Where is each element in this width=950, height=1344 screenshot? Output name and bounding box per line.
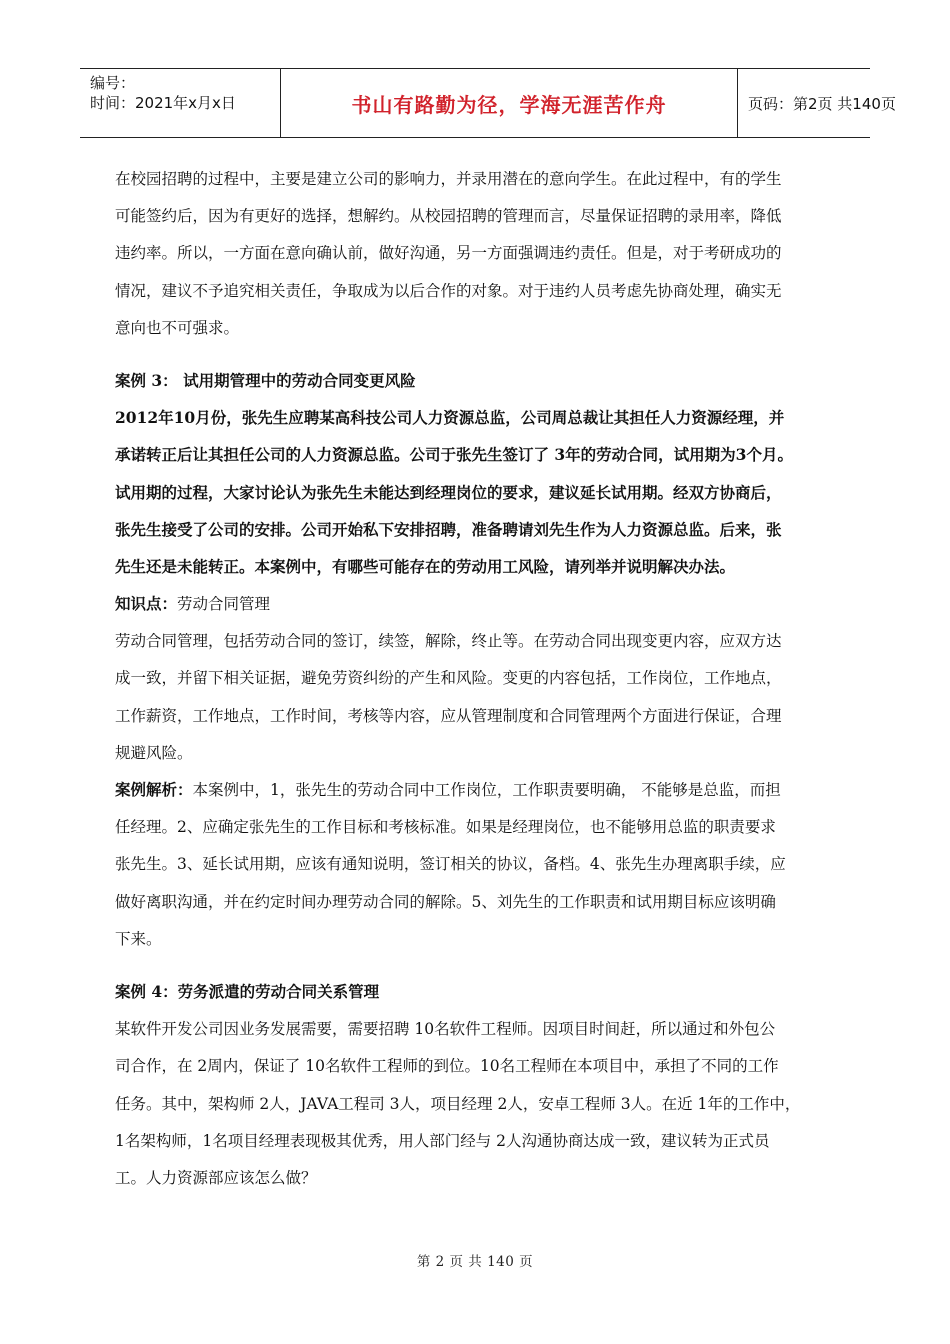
paragraph-line: 意向也不可强求。 (115, 318, 240, 337)
analysis-line (115, 777, 840, 814)
case3-title: 案例 3： 试用期管理中的劳动合同变更风险 (115, 370, 416, 390)
case3-desc-line: 2012年10月份，张先生应聘某高科技公司人力资源总监，公司周总裁让其担任人力资源经理，并 (115, 408, 785, 428)
knowledge-point-line (115, 591, 840, 628)
case3-desc-line: 先生还是未能转正。本案例中，有哪些可能存在的劳动用工风险，请列举并说明解决办法。 (115, 556, 736, 576)
case4-text-line: 任务。其中，架构师 2人，JAVA工程司 3人，项目经理 2人，安卓工程师 3人。在近 1年的工作中， (115, 1094, 801, 1113)
document-number-label: 编号： (90, 74, 136, 92)
document-time-label: 时间：2021年x月x日 (90, 94, 236, 112)
header-left-cell (80, 69, 280, 137)
case4-text-line: 某软件开发公司因业务发展需要，需要招聘 10名软件工程师。因项目时间赶，所以通过和外包公 (115, 1020, 776, 1039)
knowledge-text-line: 成一致，并留下相关证据，避免劳资纠纷的产生和风险。变更的内容包括，工作岗位，工作地点， (115, 669, 782, 688)
case3-desc-line: 承诺转正后让其担任公司的人力资源总监。公司于张先生签订了 3年的劳动合同，试用期为3个月。 (115, 445, 793, 465)
page-header (80, 68, 896, 138)
analysis-text-line: 张先生。3、延长试用期，应该有通知说明，签订相关的协议，备档。4、张先生办理离职手续，应 (115, 855, 786, 874)
case4-section (115, 979, 840, 1202)
knowledge-text-line: 工作薪资，工作地点，工作时间，考核等内容，应从管理制度和合同管理两个方面进行保证，合理 (115, 706, 782, 725)
case4-text-line: 工。人力资源部应该怎么做？ (115, 1168, 317, 1187)
case3-section (115, 368, 840, 963)
header-middle-cell (280, 69, 738, 137)
case-analysis-text: 本案例中，1，张先生的劳动合同中工作岗位，工作职责要明确， 不能够是总监，而担 (192, 781, 781, 799)
header-right-cell (738, 69, 896, 137)
intro-paragraph (115, 166, 840, 352)
knowledge-point-value: 劳动合同管理 (177, 595, 271, 614)
case4-title: 案例 4：劳务派遣的劳动合同关系管理 (115, 981, 380, 1001)
case4-text-line: 司合作，在 2周内，保证了 10名软件工程师的到位。10名工程师在本项目中，承担了不同的工作 (115, 1057, 779, 1076)
analysis-text-line: 做好离职沟通，并在约定时间办理劳动合同的解除。5、刘先生的工作职责和试用期目标应该明确 (115, 892, 776, 911)
paragraph-line: 违约率。所以，一方面在意向确认前，做好沟通，另一方面强调违约责任。但是，对于考研成功的 (115, 244, 782, 263)
case3-desc-line: 张先生接受了公司的安排。公司开始私下安排招聘，准备聘请刘先生作为人力资源总监。后来，张 (115, 519, 782, 539)
knowledge-text-line: 规避风险。 (115, 743, 193, 762)
case3-desc-line: 试用期的过程，大家讨论认为张先生未能达到经理岗位的要求，建议延长试用期。经双方协商后， (115, 482, 782, 502)
knowledge-text-line: 劳动合同管理，包括劳动合同的签订，续签，解除，终止等。在劳动合同出现变更内容，应双方达 (115, 632, 782, 651)
page-footer (0, 1250, 950, 1270)
paragraph-line: 可能签约后，因为有更好的选择，想解约。从校园招聘的管理而言，尽量保证招聘的录用率，降低 (115, 207, 782, 226)
knowledge-point-label: 知识点： (115, 594, 178, 614)
header-page-info: 页码：第2页 共140页 (748, 94, 896, 113)
paragraph-line: 情况，建议不予追究相关责任，争取成为以后合作的对象。对于违约人员考虑先协商处理，确实无 (115, 281, 782, 300)
paragraph-line: 在校园招聘的过程中，主要是建立公司的影响力，并录用潜在的意向学生。在此过程中，有的学生 (115, 170, 782, 188)
case-analysis-label: 案例解析： (115, 780, 193, 799)
analysis-text-line: 下来。 (115, 929, 162, 948)
case4-text-line: 1名架构师，1名项目经理表现极其优秀，用人部门经与 2人沟通协商达成一致，建议转为正式员 (115, 1131, 770, 1150)
document-body (115, 166, 840, 1202)
analysis-text-line: 任经理。2、应确定张先生的工作目标和考核标准。如果是经理岗位，也不能够用总监的职责要求 (115, 818, 776, 837)
footer-page-number: 第 2 页 共 140 页 (416, 1254, 534, 1270)
header-motto: 书山有路勤为径，学海无涯苦作舟 (351, 92, 667, 117)
